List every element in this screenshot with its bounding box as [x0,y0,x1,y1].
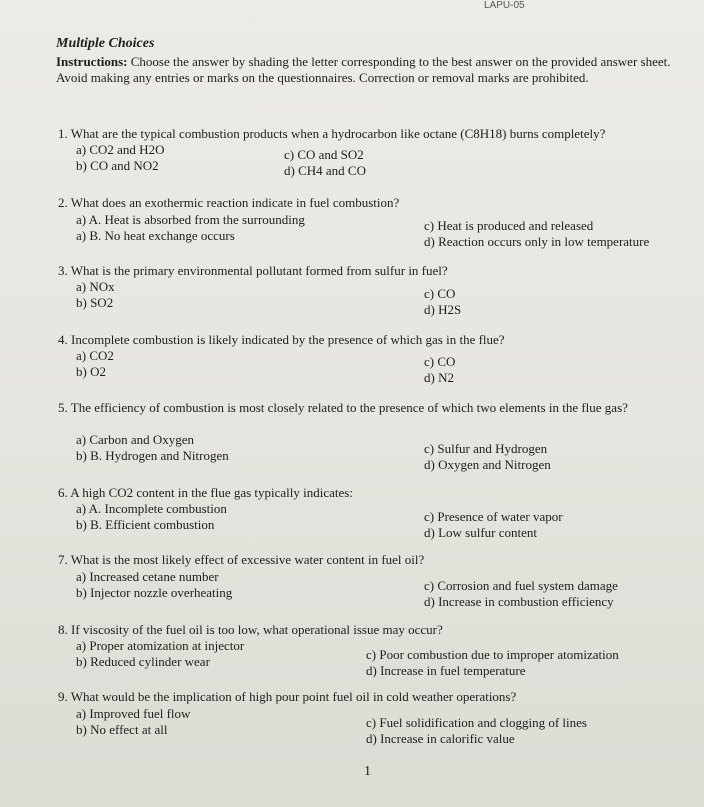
q3-option-d: d) H2S [424,302,462,317]
q4-option-c: c) CO [424,354,456,369]
question-6: 6. A high CO2 content in the flue gas typically indicates: [58,485,353,500]
header-code: LAPU-05 [484,0,525,11]
q8-option-b: b) Reduced cylinder wear [76,654,210,669]
section-title: Multiple Choices [56,36,155,51]
q7-option-a: a) Increased cetane number [76,569,219,584]
question-2: 2. What does an exothermic reaction indicate in fuel combustion? [58,195,400,210]
q4-option-a: a) CO2 [76,348,114,363]
q3-option-b: b) SO2 [76,295,114,310]
q5-option-b: b) B. Hydrogen and Nitrogen [76,448,229,463]
q5-option-c: c) Sulfur and Hydrogen [424,441,548,456]
q8-option-d: d) Increase in fuel temperature [366,663,526,678]
instructions-text: Choose the answer by shading the letter corresponding to the best answer on the provided answer sheet. Avoid making any entries or marks on the questionnaires. Correction or removal marks are prohibited. [56,54,671,85]
question-1: 1. What are the typical combustion products when a hydrocarbon like octane (C8H18) burns completely? [58,126,606,141]
q2-option-b: a) B. No heat exchange occurs [76,228,235,243]
q3-option-c: c) CO [424,286,456,301]
q4-option-d: d) N2 [424,370,454,385]
q9-option-a: a) Improved fuel flow [76,706,191,721]
q1-option-b: b) CO and NO2 [76,158,159,173]
q7-option-c: c) Corrosion and fuel system damage [424,578,618,593]
q7-option-b: b) Injector nozzle overheating [76,585,233,600]
q6-option-c: c) Presence of water vapor [424,509,563,524]
q1-option-a: a) CO2 and H2O [76,142,165,157]
page-number: 1 [364,764,371,779]
q9-option-d: d) Increase in calorific value [366,731,515,746]
q7-option-d: d) Increase in combustion efficiency [424,594,614,609]
q6-option-a: a) A. Incomplete combustion [76,501,227,516]
question-8: 8. If viscosity of the fuel oil is too low, what operational issue may occur? [58,622,443,637]
q5-option-a: a) Carbon and Oxygen [76,432,195,447]
q2-option-c: c) Heat is produced and released [424,218,594,233]
question-7: 7. What is the most likely effect of excessive water content in fuel oil? [58,552,425,567]
q2-option-d: d) Reaction occurs only in low temperature [424,234,650,249]
q1-option-c: c) CO and SO2 [284,147,364,162]
instructions [56,54,692,86]
question-9: 9. What would be the implication of high pour point fuel oil in cold weather operations? [58,689,517,704]
q9-option-b: b) No effect at all [76,722,168,737]
question-4: 4. Incomplete combustion is likely indicated by the presence of which gas in the flue? [58,332,505,347]
q4-option-b: b) O2 [76,364,106,379]
question-3: 3. What is the primary environmental pollutant formed from sulfur in fuel? [58,263,448,278]
question-5: 5. The efficiency of combustion is most closely related to the presence of which two elements in the flue gas? [58,400,628,415]
q3-option-a: a) NOx [76,279,115,294]
q6-option-d: d) Low sulfur content [424,525,538,540]
q6-option-b: b) B. Efficient combustion [76,517,215,532]
q5-option-d: d) Oxygen and Nitrogen [424,457,551,472]
q9-option-c: c) Fuel solidification and clogging of lines [366,715,587,730]
instructions-label: Instructions: [56,54,128,69]
q1-option-d: d) CH4 and CO [284,163,366,178]
q8-option-a: a) Proper atomization at injector [76,638,245,653]
q2-option-a: a) A. Heat is absorbed from the surrounding [76,212,305,227]
q8-option-c: c) Poor combustion due to improper atomization [366,647,619,662]
